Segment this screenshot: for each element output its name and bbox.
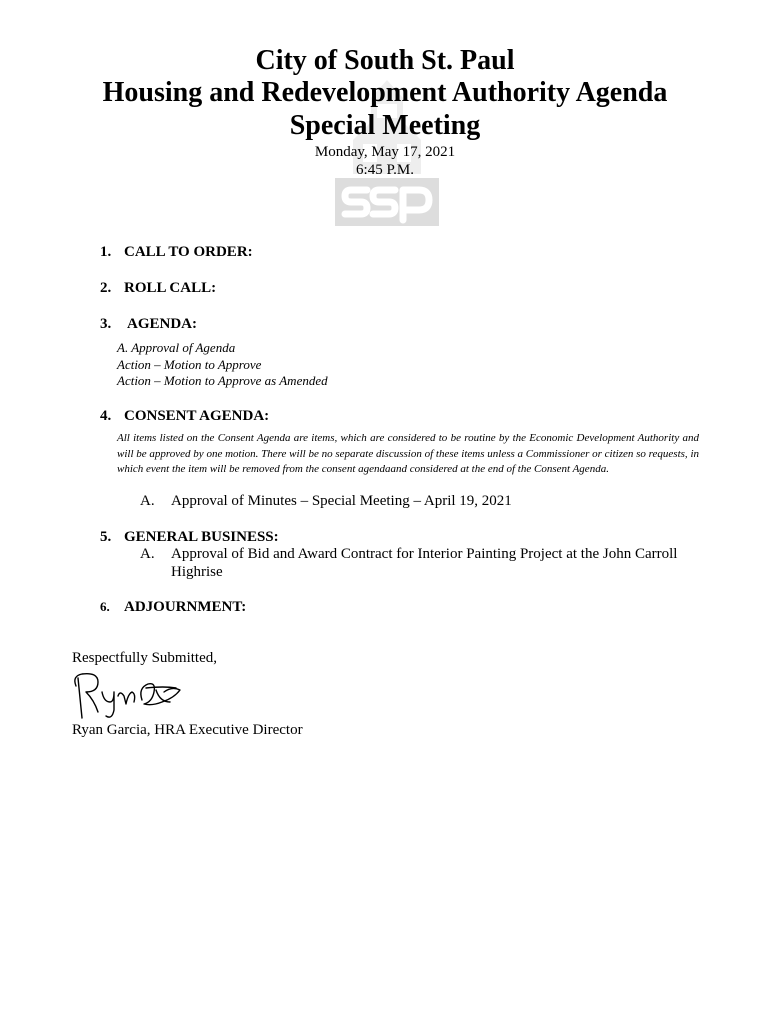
consent-description: All items listed on the Consent Agenda are items, which are considered to be routine by the Economic Development Authority and will be approved by one motion. There will be no separate discussion of these items unless a Commissioner or citizen so requests, in which event the item will be removed from the consent agendaand considered at the end of the Consent Agenda.: [117, 432, 699, 475]
page-title-authority: Housing and Redevelopment Authority Agenda: [102, 77, 668, 108]
agenda-item-adjournment: [100, 598, 246, 616]
signatory-name: Ryan Garcia, HRA Executive Director: [72, 722, 303, 738]
item-label: ROLL CALL:: [124, 280, 217, 296]
agenda-item-consent: [100, 407, 269, 425]
meeting-time: 6:45 P.M.: [356, 162, 414, 178]
meeting-date: Monday, May 17, 2021: [314, 144, 456, 160]
subitem-text-line2: Highrise: [171, 564, 223, 580]
item-number: 1.: [100, 244, 112, 260]
agenda-item-roll-call: [100, 279, 216, 297]
agenda-subitem-approval: A. Approval of Agenda: [117, 340, 236, 355]
agenda-item-agenda: [100, 315, 197, 333]
agenda-item-call-to-order: [100, 243, 253, 261]
consent-subitem-minutes: [140, 492, 512, 510]
item-number: 6.: [100, 599, 110, 614]
page-title-meeting-type: Special Meeting: [289, 110, 481, 141]
handwritten-signature: [68, 666, 188, 726]
item-label: AGENDA:: [127, 316, 197, 332]
agenda-action-amended: Action – Motion to Approve as Amended: [117, 373, 328, 388]
respectfully-submitted: Respectfully Submitted,: [72, 650, 217, 666]
agenda-item-general-business: [100, 528, 279, 546]
item-number: 5.: [100, 529, 112, 545]
item-label: GENERAL BUSINESS:: [124, 529, 279, 545]
item-label: CONSENT AGENDA:: [124, 408, 270, 424]
item-number: 3.: [100, 316, 112, 332]
item-label: ADJOURNMENT:: [124, 599, 247, 615]
subitem-text: Approval of Minutes – Special Meeting – April 19, 2021: [171, 493, 512, 509]
agenda-action-approve: Action – Motion to Approve: [117, 357, 262, 372]
page-title-city: City of South St. Paul: [255, 45, 515, 76]
subitem-letter: A.: [140, 546, 155, 562]
item-number: 4.: [100, 408, 112, 424]
item-number: 2.: [100, 280, 112, 296]
item-label: CALL TO ORDER:: [124, 244, 253, 260]
general-business-subitem: [140, 545, 678, 580]
subitem-text-line1: Approval of Bid and Award Contract for Interior Painting Project at the John Carroll: [171, 546, 678, 562]
subitem-letter: A.: [140, 493, 155, 509]
